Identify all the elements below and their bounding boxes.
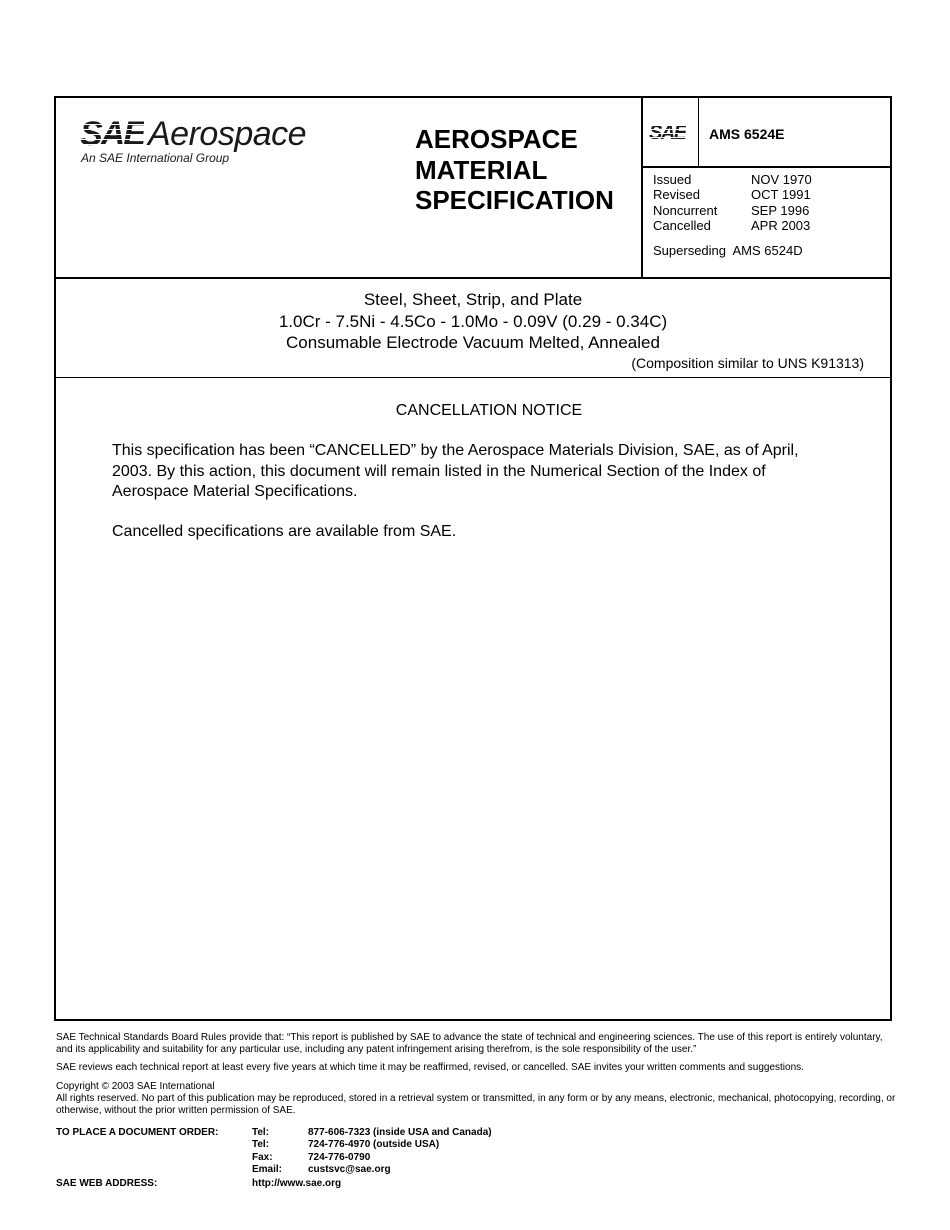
cancellation-paragraph: This specification has been “CANCELLED” by the Aerospace Materials Division, SAE, as of April, 2003. By this action, this document will remain listed in the Numerical Section of the Index of Aerospace Material Specifications. xyxy=(112,442,799,500)
contact-row xyxy=(56,1139,492,1151)
title-line: 1.0Cr - 7.5Ni - 4.5Co - 1.0Mo - 0.09V (0.29 - 0.34C) xyxy=(278,311,668,331)
date-value: APR 2003 xyxy=(751,217,811,233)
logo-aerospace-word: Aerospace xyxy=(148,115,307,153)
contact-row xyxy=(56,1152,492,1164)
title-line: Consumable Electrode Vacuum Melted, Annealed xyxy=(286,333,660,352)
date-row-issued xyxy=(653,172,812,187)
copyright-line: Copyright © 2003 SAE International xyxy=(56,1081,215,1092)
rights-statement: All rights reserved. No part of this publication may be reproduced, stored in a retrieval system or transmitted, in any form or by any means, electronic, mechanical, photocopying, recording, or otherwise, without the prior written permission of SAE. xyxy=(56,1093,896,1116)
availability-paragraph: Cancelled specifications are available from SAE. xyxy=(112,523,457,540)
standards-board-rules: SAE Technical Standards Board Rules provide that: “This report is published by SAE to advance the state of technical and engineering sciences. The use of this report is entirely voluntary, and its applicability and suitability for any particular use, including any patent infringement arising therefrom, is the sole responsibility of the user.” xyxy=(56,1032,883,1055)
contact-label: Tel: xyxy=(252,1139,270,1151)
doc-type-line: AEROSPACE xyxy=(415,124,578,154)
order-contacts xyxy=(56,1127,492,1176)
contact-label: Email: xyxy=(252,1163,283,1175)
title-line: Steel, Sheet, Strip, and Plate xyxy=(363,290,583,309)
docnum-cell-divider xyxy=(642,166,890,168)
header-divider xyxy=(56,277,890,279)
date-row-cancelled xyxy=(653,218,812,233)
doc-type-line: SPECIFICATION xyxy=(415,185,614,216)
date-row-noncurrent xyxy=(653,203,812,218)
logo-sae-mark: SAE xyxy=(80,115,144,153)
review-statement: SAE reviews each technical report at least every five years at which time it may be reaffirmed, revised, or cancelled. SAE invites your written comments and suggestions. xyxy=(56,1062,804,1073)
date-value: OCT 1991 xyxy=(751,187,811,203)
order-label: TO PLACE A DOCUMENT ORDER: xyxy=(56,1127,219,1138)
date-value: SEP 1996 xyxy=(751,202,810,218)
logo-subtitle: An SAE International Group xyxy=(81,151,230,165)
composition-note: (Composition similar to UNS K91313) xyxy=(631,355,864,371)
web-label: SAE WEB ADDRESS: xyxy=(56,1178,158,1189)
superseding-note: Superseding AMS 6524D xyxy=(653,243,803,258)
contact-value: 724-776-0790 xyxy=(308,1151,371,1163)
copyright-block xyxy=(56,1081,898,1117)
date-label: Noncurrent xyxy=(653,202,718,218)
date-value: NOV 1970 xyxy=(751,172,812,187)
email-value[interactable]: custsvc@sae.org xyxy=(308,1163,391,1175)
document-dates xyxy=(653,172,812,233)
contact-label: Fax: xyxy=(252,1151,273,1163)
document-type-title xyxy=(415,124,614,216)
date-row-revised xyxy=(653,187,812,202)
logo-cell-divider xyxy=(698,98,699,167)
cancellation-heading: CANCELLATION NOTICE xyxy=(395,402,583,419)
date-label: Cancelled xyxy=(653,217,711,233)
document-frame xyxy=(54,96,892,1021)
contact-label: Tel: xyxy=(252,1127,270,1138)
date-label: Revised xyxy=(653,187,700,203)
sae-small-logo: SAE xyxy=(649,122,686,144)
specification-title xyxy=(56,289,890,354)
contact-row xyxy=(56,1127,492,1139)
document-number: AMS 6524E xyxy=(709,126,785,142)
contact-value: 877-606-7323 (inside USA and Canada) xyxy=(308,1127,492,1138)
header-column-divider xyxy=(641,98,643,278)
contact-value: 724-776-4970 (outside USA) xyxy=(308,1139,440,1151)
title-divider xyxy=(56,377,890,378)
contact-row xyxy=(56,1164,492,1176)
web-address-row xyxy=(56,1178,341,1189)
doc-type-line: MATERIAL xyxy=(415,154,548,185)
date-label: Issued xyxy=(653,172,692,187)
web-address-link[interactable]: http://www.sae.org xyxy=(252,1178,342,1189)
